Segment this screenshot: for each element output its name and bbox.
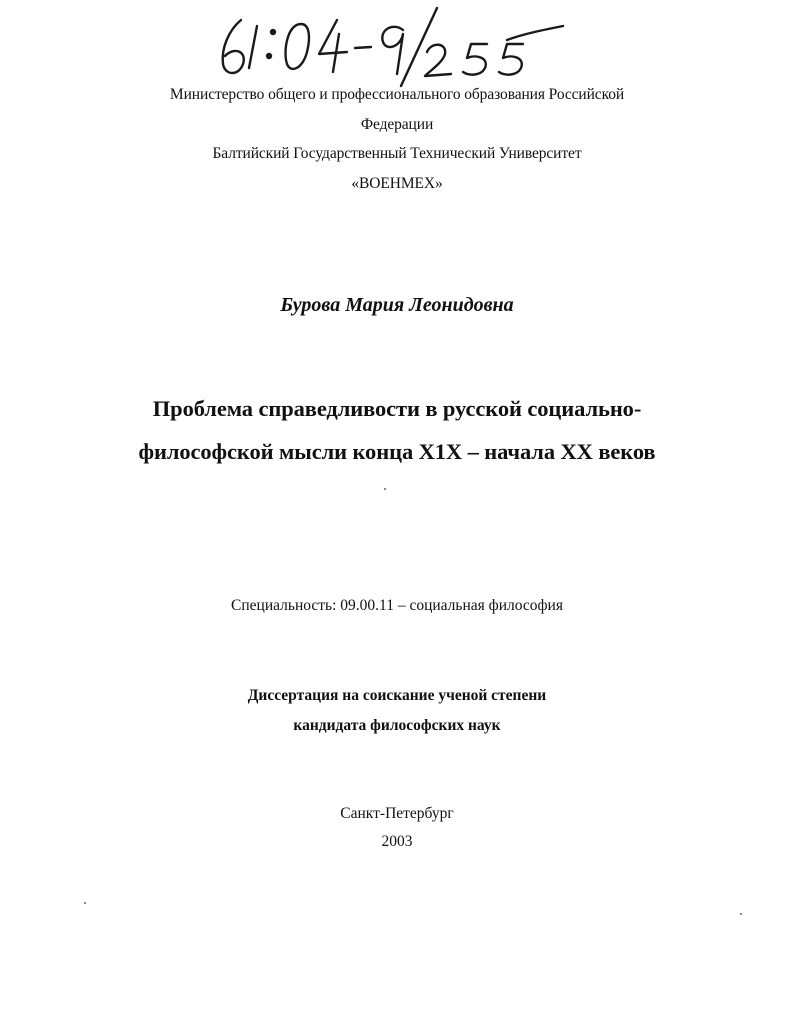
author-name: Бурова Мария Леонидовна (280, 294, 514, 316)
handwritten-archive-code (205, 4, 575, 90)
year: 2003 (381, 833, 413, 850)
degree-line-2: кандидата философских наук (293, 717, 501, 734)
scan-speck (84, 902, 86, 904)
city: Санкт-Петербург (340, 805, 454, 822)
university-name: Балтийский Государственный Технический Университет (212, 145, 582, 162)
specialty: Специальность: 09.00.11 – социальная философия (231, 597, 563, 614)
thesis-title-line-1: Проблема справедливости в русской социально- (152, 396, 642, 421)
ministry-line-2: Федерации (360, 116, 434, 133)
degree-line-1: Диссертация на соискание ученой степени (247, 687, 547, 704)
scan-speck (740, 913, 742, 915)
ministry-line-1: Министерство общего и профессионального образования Российской (169, 86, 625, 103)
scan-speck (384, 488, 386, 490)
thesis-title-line-2: философской мысли конца Х1Х – начала ХХ веков (138, 439, 656, 464)
university-short-name: «ВОЕНМЕХ» (351, 175, 443, 192)
